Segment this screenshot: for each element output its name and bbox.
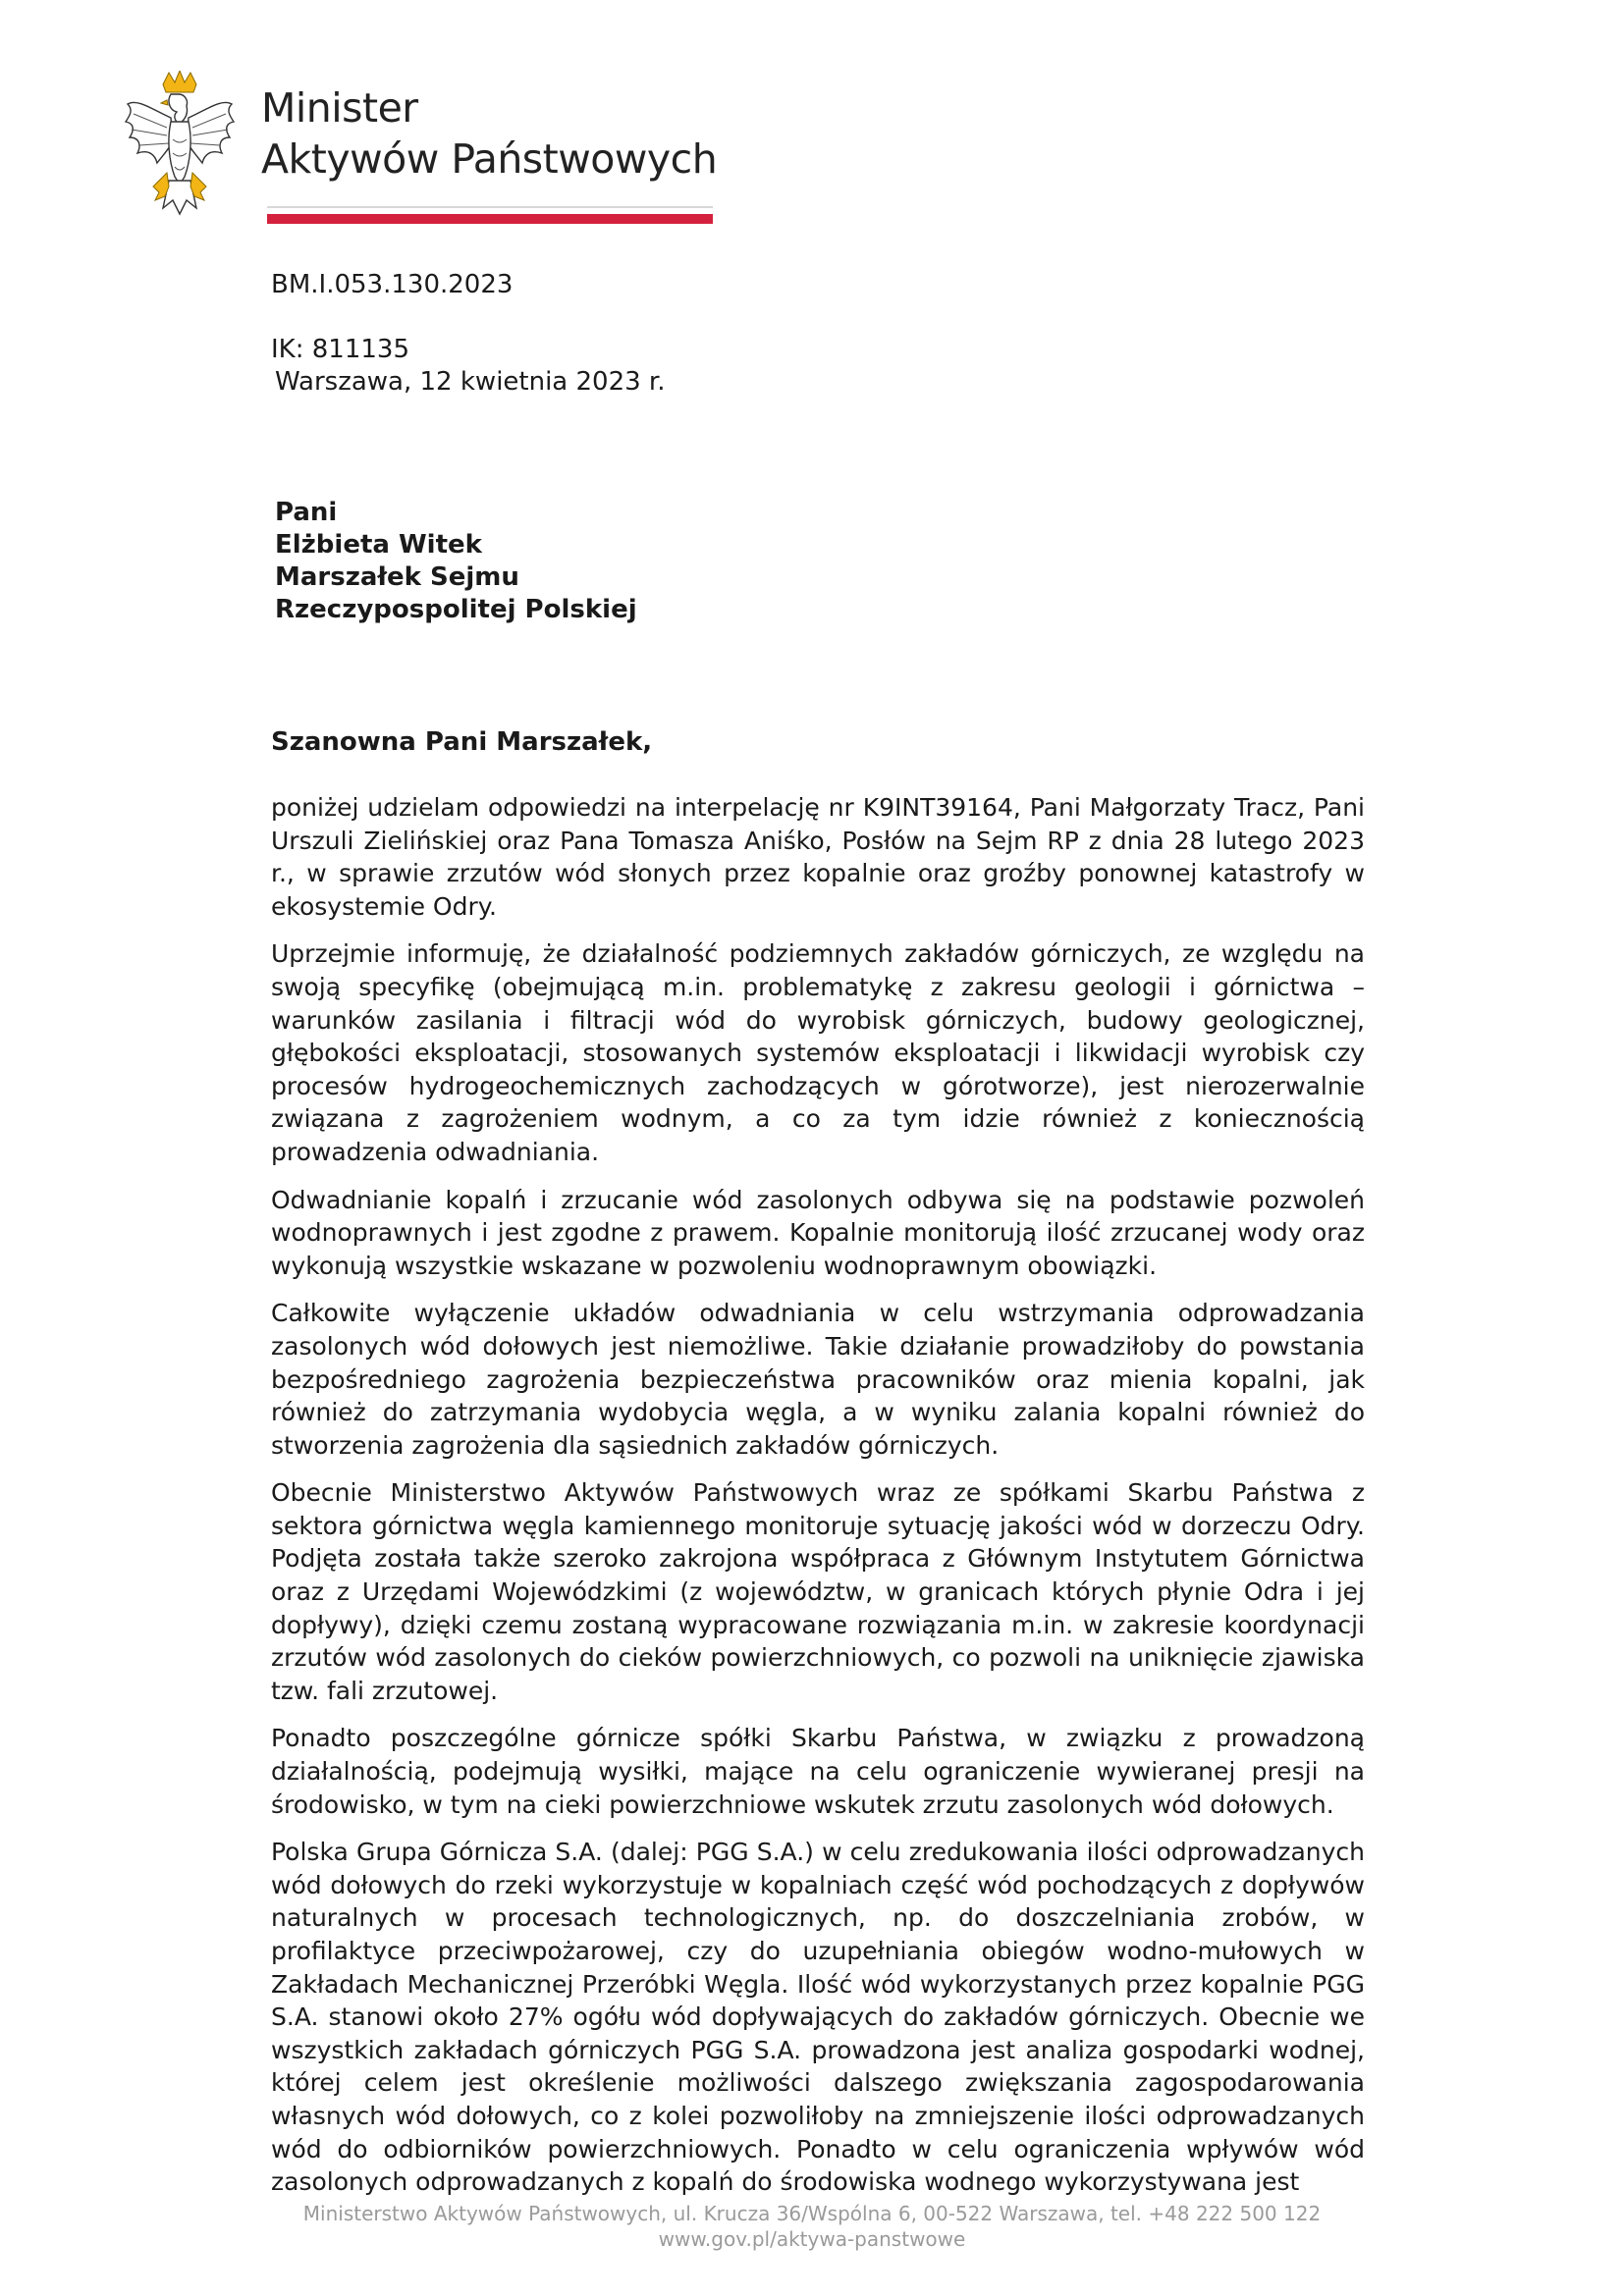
polish-eagle-emblem-icon — [124, 71, 236, 218]
body-paragraph: Całkowite wyłączenie układów odwadniania w celu wstrzymania odprowadzania zasolonych wód dołowych jest niemożliwe. Takie działanie prowadziłoby do powstania bezpośredniego zagrożenia bezpieczeństwa pracowników oraz mienia kopalni, jak również do zatrzymania wydobycia węgla, a w wyniku zalania kopalni również do stworzenia zagrożenia dla sąsiednich zakładów górniczych. — [271, 1299, 1365, 1460]
salutation: Szanowna Pani Marszałek, — [271, 727, 653, 757]
body-paragraph: poniżej udzielam odpowiedzi na interpelację nr K9INT39164, Pani Małgorzaty Tracz, Pani Urszuli Zielińskiej oraz Pana Tomasza Aniśko, Posłów na Sejm RP z dnia 28 lutego 2023 r., w sprawie zrzutów wód słonych przez kopalnie oraz groźby ponownej katastrofy w ekosystemie Odry. — [271, 793, 1365, 921]
body-paragraph: Odwadnianie kopalń i zrzucanie wód zasolonych odbywa się na podstawie pozwoleń wodnoprawnych i jest zgodne z prawem. Kopalnie monitorują ilość zrzucanej wody oraz wykonują wszystkie wskazane w pozwoleniu wodnoprawnym obowiązki. — [271, 1185, 1365, 1280]
body-paragraph: Uprzejmie informuję, że działalność podziemnych zakładów górniczych, ze względu na swoją specyfikę (obejmującą m.in. problematykę z zakresu geologii i górnictwa – warunków zasilania i filtracji wód do wyrobisk górniczych, budowy geologicznej, głębokości eksploatacji, stosowanych systemów eksploatacji i likwidacji wyrobisk czy procesów hydrogeochemicznych zachodzących w górotworze), jest nierozerwalnie związana z zagrożeniem wodnym, a co za tym idzie również z koniecznością prowadzenia odwadniania. — [271, 939, 1365, 1166]
addressee-line: Pani — [275, 498, 338, 527]
letter-body — [271, 791, 1365, 2214]
header-divider — [267, 206, 713, 208]
ministry-name — [261, 82, 717, 185]
body-paragraph: Obecnie Ministerstwo Aktywów Państwowych wraz ze spółkami Skarbu Państwa z sektora górnictwa węgla kamiennego monitoruje sytuację jakości wód w dorzeczu Odry. Podjęta została także szeroko zakrojona współpraca z Głównym Instytutem Górnictwa oraz z Urzędami Wojewódzkimi (z województw, w granicach których płynie Odra i jej dopływy), dzięki czemu zostaną wypracowane rozwiązania m.in. w zakresie koordynacji zrzutów wód zasolonych do cieków powierzchniowych, co pozwoli na uniknięcie zjawiska tzw. fali zrzutowej. — [271, 1478, 1365, 1705]
ministry-name-line2: Aktywów Państwowych — [261, 135, 718, 183]
body-paragraph: Polska Grupa Górnicza S.A. (dalej: PGG S.A.) w celu zredukowania ilości odprowadzanych wód dołowych do rzeki wykorzystuje w kopalniach część wód pochodzących z dopływów naturalnych w procesach technologicznych, np. do doszczelniania zrobów, w profilaktyce przeciwpożarowej, czy do uzupełniania obiegów wodno-mułowych w Zakładach Mechanicznej Przeróbki Węgla. Ilość wód wykorzystanych przez kopalnie PGG S.A. stanowi około 27% ogółu wód dopływających do zakładów górniczych. Obecnie we wszystkich zakładach górniczych PGG S.A. prowadzona jest analiza gospodarki wodnej, której celem jest określenie możliwości dalszego zwiększania zagospodarowania własnych wód dołowych, co z kolei pozwoliłoby na zmniejszenie ilości odprowadzanych wód do odbiorników powierzchniowych. Ponadto w celu ograniczenia wpływów wód zasolonych odprowadzanych z kopalń do środowiska wodnego wykorzystywana jest — [271, 1838, 1365, 2197]
addressee-line: Rzeczypospolitej Polskiej — [275, 595, 637, 624]
addressee-line: Marszałek Sejmu — [275, 562, 519, 592]
ik-number: IK: 811135 — [271, 335, 409, 364]
ministry-name-line1: Minister — [261, 84, 418, 132]
page-footer — [0, 2201, 1624, 2252]
addressee-block — [275, 497, 637, 626]
addressee-line: Elżbieta Witek — [275, 530, 482, 560]
footer-address: Ministerstwo Aktywów Państwowych, ul. Krucza 36/Wspólna 6, 00-522 Warszawa, tel. +48 222 500 122 — [302, 2202, 1322, 2225]
place-date: Warszawa, 12 kwietnia 2023 r. — [275, 367, 666, 397]
document-signature: BM.I.053.130.2023 — [271, 270, 514, 299]
footer-website: www.gov.pl/aktywa-panstwowe — [658, 2227, 966, 2251]
body-paragraph: Ponadto poszczególne górnicze spółki Skarbu Państwa, w związku z prowadzoną działalnością, podejmują wysiłki, mające na celu ograniczenie wywieranej presji na środowisko, w tym na cieki powierzchniowe wskutek zrzutu zasolonych wód dołowych. — [271, 1724, 1365, 1819]
header-red-bar — [267, 214, 713, 224]
